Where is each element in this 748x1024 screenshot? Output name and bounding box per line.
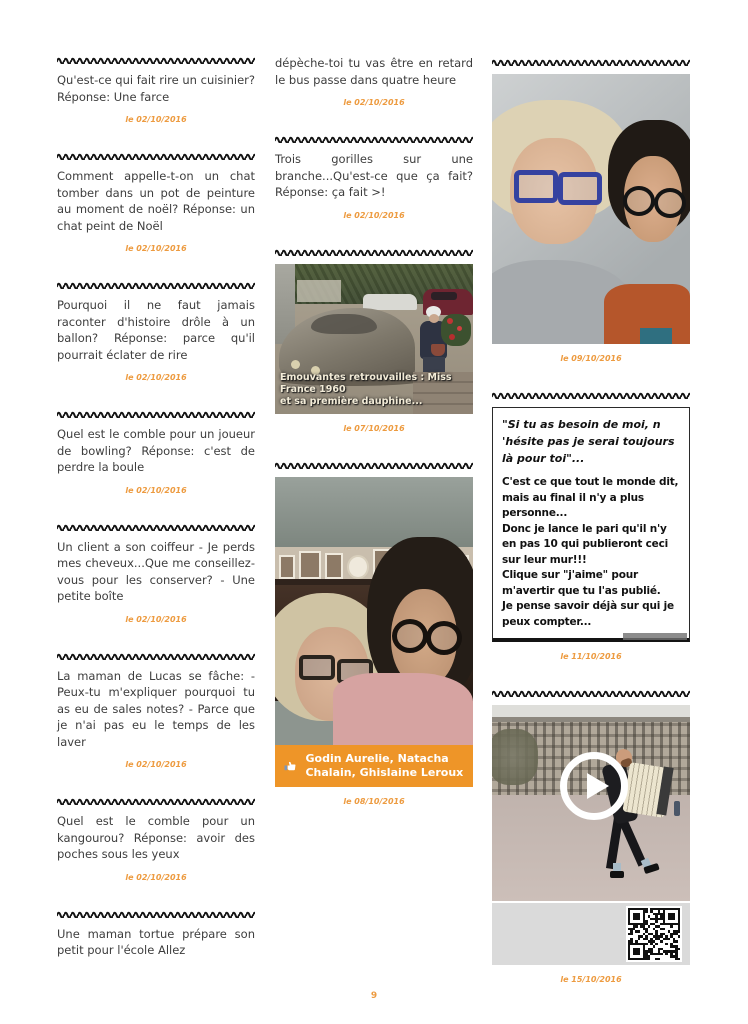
photo-frame [279,555,295,579]
squiggle-separator [57,522,255,531]
thumbs-up-icon [284,755,296,777]
joke-text: dépèche-toi tu vas être en retard le bus passe dans quatre heure [275,56,473,87]
selfie-photo [492,74,690,344]
joke-text: La maman de Lucas se fâche: - Peux-tu m'expliquer pourquoi tu as eu de sales notes? - Parce que je n'ai pas eu le temps de les laver [57,668,255,749]
post-date: le 02/10/2016 [125,485,187,495]
tree [492,729,538,785]
woman-face [429,314,439,323]
gate [297,280,341,302]
quote-line: Clique sur "j'aime" pour m'avertir que tu l'as publié. [502,569,661,597]
post-date: le 11/10/2016 [560,652,622,661]
joke-entry [57,151,255,254]
headlight [291,360,300,369]
decorative-plate [347,555,369,579]
joke-entry [275,134,473,221]
post-date: le 02/10/2016 [125,115,187,124]
post-date: le 15/10/2016 [560,975,622,984]
blue-eyeglasses-lens [514,170,558,203]
squiggle-separator [57,280,255,289]
joke-text: Quel est le comble pour un kangourou? Réponse: avoir des poches sous les yeux [57,814,255,861]
qr-strip [492,903,690,965]
rose-bush [441,314,471,346]
left-column [57,55,255,959]
squiggle-separator [275,247,473,256]
joke-entry [57,909,255,959]
post-date: le 07/10/2016 [343,423,405,433]
squiggle-separator [492,688,690,697]
blue-eyeglasses-lens [558,172,602,205]
quote-line: C'est ce que tout le monde dit, mais au final il n'y a plus personne... [502,476,679,519]
post-date: le 02/10/2016 [125,760,187,769]
squiggle-separator [57,796,255,805]
photo-post [275,460,473,807]
post-date: le 02/10/2016 [125,244,187,253]
facebook-like-bar [275,745,473,787]
quote-line: Donc je lance le pari qu'il n'y en pas 10 qui publieront ceci sur leur mur!!! [502,522,669,566]
right-column [492,57,690,1011]
rose [457,326,462,331]
ceiling [275,477,473,547]
quote-line: Je pense savoir déjà sur qui je peux compter... [502,600,674,628]
squiggle-separator [275,460,473,469]
post-date: le 02/10/2016 [125,614,187,624]
rose [449,334,455,340]
photo-post [492,57,690,364]
play-icon-triangle [587,773,609,799]
page-number: 9 [370,991,378,1001]
vintage-car-photo [275,264,473,414]
squiggle-separator [57,909,255,918]
caption-line: Emouvantes retrouvailles : Miss France 1960 [280,371,452,395]
joke-entry [275,55,473,108]
joke-text: Comment appelle-t-on un chat tomber dans un pot de peinture au moment de noël? Réponse: un chat peint de Noël [57,169,255,233]
post-date: le 02/10/2016 [343,210,405,220]
rose [447,318,453,324]
joke-entry [57,796,255,883]
accordion-video-still [492,705,690,901]
busker-shoe [610,871,624,878]
squiggle-separator [275,134,473,143]
joke-entry [57,280,255,383]
car-windshield [311,314,377,334]
squiggle-separator [57,409,255,418]
middle-column [275,55,473,833]
flower-pot [431,344,445,356]
round-eyeglasses-lens [392,619,428,653]
tagged-names: Godin Aurelie, Natacha Chalain, Ghislaine Leroux [305,752,464,779]
post-date: le 02/10/2016 [343,98,405,107]
round-eyeglasses-lens [654,188,686,218]
joke-entry [57,409,255,496]
joke-entry [57,651,255,771]
selfie-photo [275,477,473,787]
post-date: le 09/10/2016 [560,354,622,363]
teal-shirt [640,328,672,344]
squiggle-separator [57,55,255,64]
joke-entry [57,55,255,125]
pedestrian [674,801,680,816]
watermark [623,633,687,640]
post-date: le 08/10/2016 [343,796,405,806]
post-date: le 02/10/2016 [125,373,187,382]
joke-text: Un client a son coiffeur - Je perds mes cheveux...Que me conseillez-vous pour les conserver? - Une petite boîte [57,539,255,603]
red-car-window [431,292,457,300]
squiggle-separator [492,390,690,399]
eyeglasses-lens [299,655,335,680]
round-eyeglasses-lens [623,186,655,216]
pink-top [333,673,473,745]
photo-frame [299,551,321,579]
post-date: le 02/10/2016 [125,872,187,882]
squiggle-separator [57,651,255,660]
busker-sock [613,863,621,871]
round-eyeglasses-lens [426,621,462,655]
joke-text: Une maman tortue prépare son petit pour l'école Allez [57,926,255,957]
squiggle-separator [492,57,690,66]
quote-text: "Si tu as besoin de moi, n 'hésite pas je serai toujours là pour toi"... [502,418,675,465]
video-post [492,688,690,985]
joke-text: Trois gorilles sur une branche...Qu'est-ce que ça fait? Réponse: ça fait >! [275,152,473,199]
quote-post [492,390,690,662]
qr-code-icon [626,906,682,962]
white-car [363,294,417,310]
video-title-overlay [280,372,469,408]
qr-code-grid [628,908,680,960]
photo-post [275,247,473,434]
joke-text: Qu'est-ce qui fait rire un cuisinier? Réponse: Une farce [57,73,255,104]
photo-frame [325,553,343,579]
joke-entry [57,522,255,625]
quote-meme-image [492,407,690,642]
joke-text: Quel est le comble pour un joueur de bowling? Réponse: c'est de perdre la boule [57,427,255,474]
caption-line: et sa première dauphine... [280,395,423,407]
joke-text: Pourquoi il ne faut jamais raconter d'histoire drôle à un ballon? Réponse: parce qu'il pourrait éclater de rire [57,298,255,362]
squiggle-separator [57,151,255,160]
